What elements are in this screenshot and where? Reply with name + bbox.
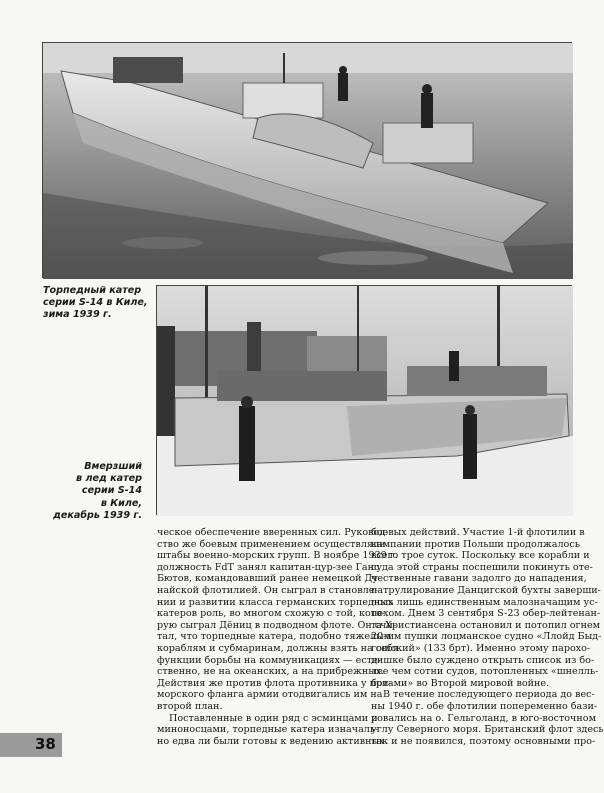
text-line: гошский» (133 брт). Именно этому парохо-	[371, 642, 591, 654]
text-line: суда этой страны поспешили покинуть оте-	[371, 561, 593, 573]
text-line: ботами» во Второй мировой войне.	[371, 677, 550, 689]
page-number: 38	[35, 735, 56, 753]
text-line: лее чем сотни судов, потопленных «шнелль-	[371, 666, 599, 678]
text-line: ство же боевым применением осуществляли	[157, 538, 386, 550]
text-column-left	[157, 527, 399, 747]
text-line: Поставленные в один ряд с эсминцами и	[169, 712, 378, 724]
text-line: рую сыграл Дёниц в подводном флоте. Он счи-	[157, 619, 397, 631]
photo2-caption-line: в Киле,	[100, 497, 142, 509]
text-line: нии и развитии класса германских торпедных	[157, 596, 394, 608]
text-line: углу Северного моря. Британский флот здесь	[371, 724, 604, 736]
photo2-caption-line: в лед катер	[76, 473, 142, 485]
text-line: ны 1940 г. обе флотилии попеременно бази-	[371, 700, 598, 712]
photo1-caption-line: Торпедный катер	[43, 285, 142, 296]
text-line: В течение последующего периода до вес-	[383, 689, 595, 701]
text-line: но едва ли были готовы к ведению активных	[157, 735, 385, 747]
text-line: лось лишь единственным малозначащим ус-	[371, 596, 598, 608]
photo-boat-frozen-in-ice	[156, 285, 572, 515]
text-line: та Христиансена остановил и потопил огнем	[371, 619, 601, 631]
text-line: кампании против Польши продолжалось	[371, 538, 580, 550]
text-line: всего трое суток. Поскольку все корабли и	[371, 550, 590, 562]
photo2-caption-line: декабрь 1939 г.	[53, 509, 142, 521]
text-line: так и не появился, поэтому основными про-	[371, 735, 596, 747]
photo1-caption-line: зима 1939 г.	[43, 309, 112, 321]
photo2-caption-line: серии S-14	[81, 485, 142, 497]
text-line: чественные гавани задолго до нападения,	[371, 573, 587, 585]
photo-frozen-boat-image	[157, 286, 573, 516]
text-line: функции борьбы на коммуникациях — есте-	[157, 654, 381, 666]
text-line: тал, что торпедные катера, подобно тяжелым	[157, 631, 392, 643]
text-line: должность FdT занял капитан-цур-зее Ганс	[157, 561, 380, 573]
text-line: ственно, не на океанских, а на прибрежных.	[157, 666, 385, 678]
text-column-right	[371, 527, 604, 747]
text-line: ровались на о. Гельголанд, в юго-восточном	[371, 712, 597, 724]
text-line: миноносцами, торпедные катера изначаль-	[157, 724, 379, 736]
photo2-caption	[40, 461, 142, 522]
text-line: второй план.	[157, 700, 223, 712]
text-line: Действия же против флота противника у при-	[157, 677, 392, 689]
text-line: кораблям и субмаринам, должны взять на себя	[157, 642, 399, 654]
photo1-caption	[43, 285, 148, 322]
text-line: найской флотилией. Он сыграл в становле-	[157, 584, 378, 596]
photo2-caption-line: Вмерзший	[84, 461, 142, 472]
text-line: штабы военно-морских групп. В ноябре 1939 г.	[157, 550, 398, 562]
photo1-caption-line: серии S-14 в Киле,	[43, 297, 148, 309]
text-line: пехом. Днем 3 сентября S-23 обер-лейтенан-	[371, 608, 601, 620]
photo-torpedo-boat-kiel-winter	[42, 42, 572, 278]
text-line: Бютов, командовавший ранее немецкой Ду-	[157, 573, 382, 585]
photo-torpedo-boat-image	[43, 43, 573, 279]
text-line: боевых действий. Участие 1-й флотилии в	[371, 527, 585, 538]
text-line: ческое обеспечение вверенных сил. Руковод-	[157, 527, 389, 538]
text-line: патрулирование Данцигской бухты заверши-	[371, 584, 601, 596]
text-line: морского фланга армии отодвигались им на	[157, 689, 383, 701]
text-line: дишке было суждено открыть список из бо-	[371, 654, 595, 666]
text-line: катеров роль, во многом схожую с той, кото-	[157, 608, 386, 620]
text-line: 20-мм пушки лоцманское судно «Ллойд Быд-	[371, 631, 602, 643]
